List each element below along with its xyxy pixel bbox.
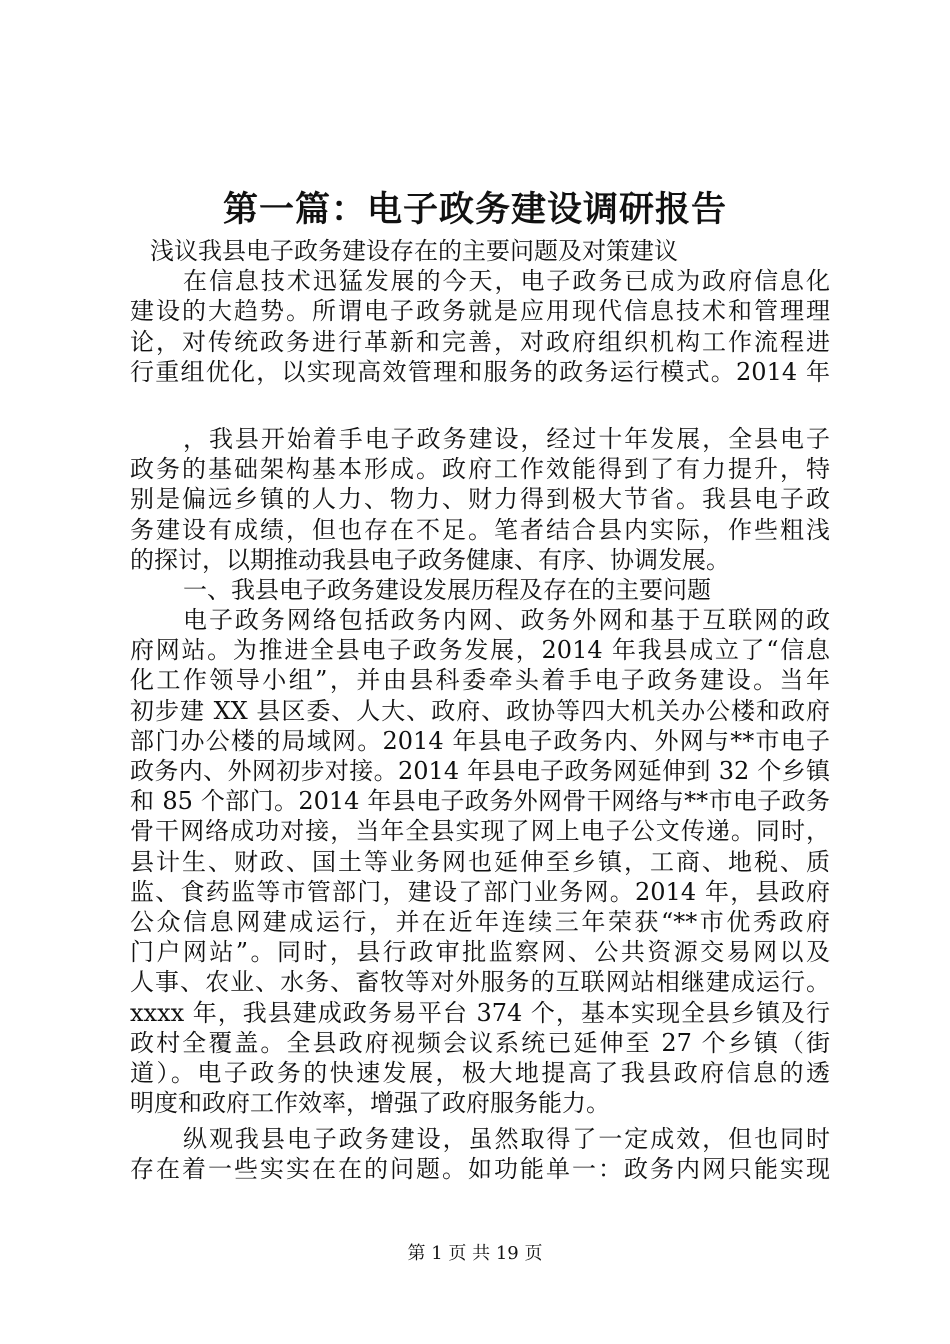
paragraph-line: xxxx 年，我县建成政务易平台 374 个，基本实现全县乡镇及行: [130, 998, 830, 1027]
paragraph-line: 监、食药监等市管部门，建设了部门业务网。2014 年，县政府: [130, 877, 830, 906]
document-title: 第一篇：电子政务建设调研报告: [222, 189, 727, 230]
paragraph-line: 别是偏远乡镇的人力、物力、财力得到极大节省。我县电子政: [130, 485, 830, 514]
paragraph-line: 县计生、财政、国土等业务网也延伸至乡镇，工商、地税、质: [130, 847, 830, 876]
paragraph-line: 政村全覆盖。全县政府视频会议系统已延伸至 27 个乡镇（街: [130, 1028, 830, 1057]
paragraph-line: 在信息技术迅猛发展的今天，电子政务已成为政府信息化: [183, 267, 830, 296]
subtitle-line: 浅议我县电子政务建设存在的主要问题及对策建议: [150, 237, 678, 265]
paragraph-gap: [130, 387, 830, 424]
paragraph-line: 的探讨，以期推动我县电子政务健康、有序、协调发展。: [130, 545, 730, 574]
paragraph-line: 公众信息网建成运行，并在近年连续三年荣获“**市优秀政府: [130, 907, 830, 936]
paragraph-line: 政务内、外网初步对接。2014 年县电子政务网延伸到 32 个乡镇: [130, 757, 830, 785]
paragraph-line: ，我县开始着手电子政务建设，经过十年发展，全县电子: [183, 424, 830, 453]
section-heading: 一、我县电子政务建设发展历程及存在的主要问题: [183, 575, 711, 604]
paragraph-line: 府网站。为推进全县电子政务发展，2014 年我县成立了“信息: [130, 636, 830, 665]
paragraph-line: 存在着一些实实在在的问题。如功能单一：政务内网只能实现: [130, 1155, 830, 1184]
page-number-footer: 第 1 页 共 19 页: [407, 1243, 543, 1264]
paragraph-line: 电子政务网络包括政务内网、政务外网和基于互联网的政: [183, 606, 830, 635]
paragraph-line: 纵观我县电子政务建设，虽然取得了一定成效，但也同时: [183, 1125, 830, 1154]
paragraph-line: 人事、农业、水务、畜牧等对外服务的互联网站相继建成运行。: [130, 968, 830, 997]
paragraph-line: 行重组优化，以实现高效管理和服务的政务运行模式。2014 年: [130, 357, 830, 386]
paragraph-line: 务建设有成绩，但也存在不足。笔者结合县内实际，作些粗浅: [130, 515, 830, 544]
paragraph-line: 化工作领导小组”，并由县科委牵头着手电子政务建设。当年: [130, 666, 830, 695]
paragraph-line: 建设的大趋势。所谓电子政务就是应用现代信息技术和管理理: [130, 297, 830, 326]
paragraph-line: 明度和政府工作效率，增强了政府服务能力。: [130, 1089, 610, 1118]
paragraph-line: 初步建 XX 县区委、人大、政府、政协等四大机关办公楼和政府: [130, 696, 830, 725]
document-body: [130, 236, 830, 1185]
paragraph-line: 政务的基础架构基本形成。政府工作效能得到了有力提升，特: [130, 455, 830, 484]
paragraph-line: 部门办公楼的局域网。2014 年县电子政务内、外网与**市电子: [130, 726, 830, 755]
paragraph-line: 道）。电子政务的快速发展，极大地提高了我县政府信息的透: [130, 1058, 830, 1087]
paragraph-line: 门户网站”。同时，县行政审批监察网、公共资源交易网以及: [130, 938, 830, 967]
paragraph-line: 和 85 个部门。2014 年县电子政务外网骨干网络与**市电子政务: [130, 787, 830, 816]
paragraph-line: 论，对传统政务进行革新和完善，对政府组织机构工作流程进: [130, 327, 830, 356]
paragraph-line: 骨干网络成功对接，当年全县实现了网上电子公文传递。同时，: [130, 817, 830, 846]
